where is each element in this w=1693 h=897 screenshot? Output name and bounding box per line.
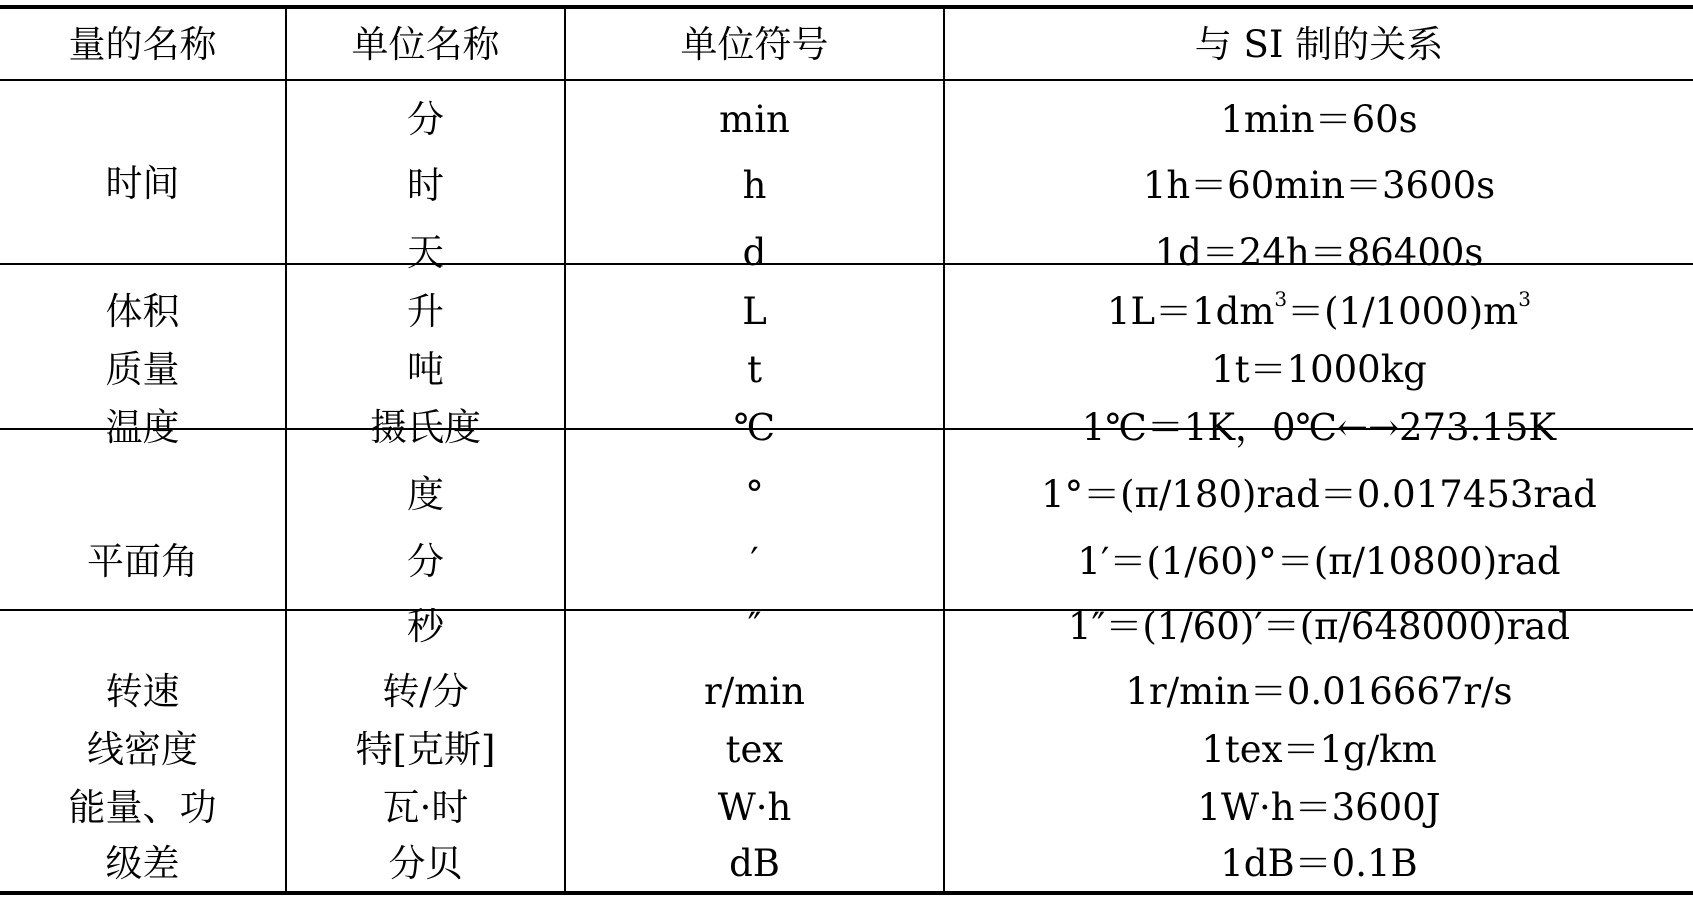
unit-name: 分 [407, 539, 444, 583]
si-relation: 1℃＝1K，0℃←→273.15K [1081, 405, 1557, 449]
quantity-name: 级差 [105, 841, 180, 885]
quantity-name: 能量、功 [68, 785, 217, 829]
si-relation: 1′＝(1/60)°＝(π/10800)rad [1077, 539, 1561, 583]
si-relation: 1t＝1000kg [1211, 347, 1427, 391]
header-si-relation: 与 SI 制的关系 [1194, 22, 1444, 66]
unit-symbol: ′ [750, 539, 759, 583]
header-quantity-name: 量的名称 [68, 22, 217, 66]
quantity-name: 体积 [105, 289, 180, 333]
unit-symbol: min [719, 97, 790, 141]
quantity-name: 线密度 [87, 727, 198, 771]
unit-name: 天 [407, 230, 444, 274]
quantity-name: 转速 [105, 669, 180, 713]
unit-name: 升 [407, 289, 444, 333]
quantity-name: 质量 [105, 347, 180, 391]
header-unit-name: 单位名称 [351, 22, 500, 66]
si-relation: $1L=1dm^3=(1/1000)m^3$ [1106, 287, 1531, 333]
si-relation: 1″＝(1/60)′＝(π/648000)rad [1067, 604, 1571, 648]
quantity-name: 平面角 [87, 539, 198, 583]
si-relation: 1dB＝0.1B [1220, 841, 1418, 885]
unit-name: 时 [407, 163, 444, 207]
si-relation: 1min＝60s [1220, 97, 1418, 141]
unit-name: 秒 [407, 604, 444, 648]
unit-name: 瓦·时 [382, 785, 469, 829]
si-relation: 1°＝(π/180)rad＝0.017453rad [1041, 472, 1597, 516]
quantity-name: 时间 [105, 161, 180, 205]
unit-symbol: L [742, 289, 767, 333]
unit-name: 特[克斯] [355, 727, 496, 771]
si-relation: 1h＝60min＝3600s [1142, 163, 1496, 207]
unit-symbol: r/min [704, 669, 805, 713]
unit-name: 分 [407, 97, 444, 141]
quantity-name: 温度 [105, 405, 180, 449]
header-rule [0, 79, 1693, 81]
unit-name: 摄氏度 [370, 405, 481, 449]
unit-symbol: h [742, 163, 767, 207]
unit-symbol: W·h [717, 785, 792, 829]
si-relation: 1d＝24h＝86400s [1154, 230, 1484, 274]
unit-symbol: tex [725, 727, 784, 771]
unit-symbol: d [742, 230, 767, 274]
unit-symbol: t [747, 347, 762, 391]
unit-name: 度 [407, 472, 444, 516]
unit-symbol: dB [729, 841, 780, 885]
si-relation: 1W·h＝3600J [1197, 785, 1441, 829]
unit-name: 分贝 [388, 841, 463, 885]
unit-symbol: ℃ [733, 405, 776, 449]
unit-symbol: ° [745, 472, 764, 516]
si-relation: 1tex＝1g/km [1201, 727, 1437, 771]
table-bottom-rule [0, 891, 1693, 895]
header-unit-symbol: 单位符号 [680, 22, 829, 66]
unit-symbol: ″ [747, 604, 762, 648]
unit-name: 吨 [407, 347, 444, 391]
unit-name: 转/分 [382, 669, 469, 713]
si-relation: 1r/min＝0.016667r/s [1125, 669, 1513, 713]
